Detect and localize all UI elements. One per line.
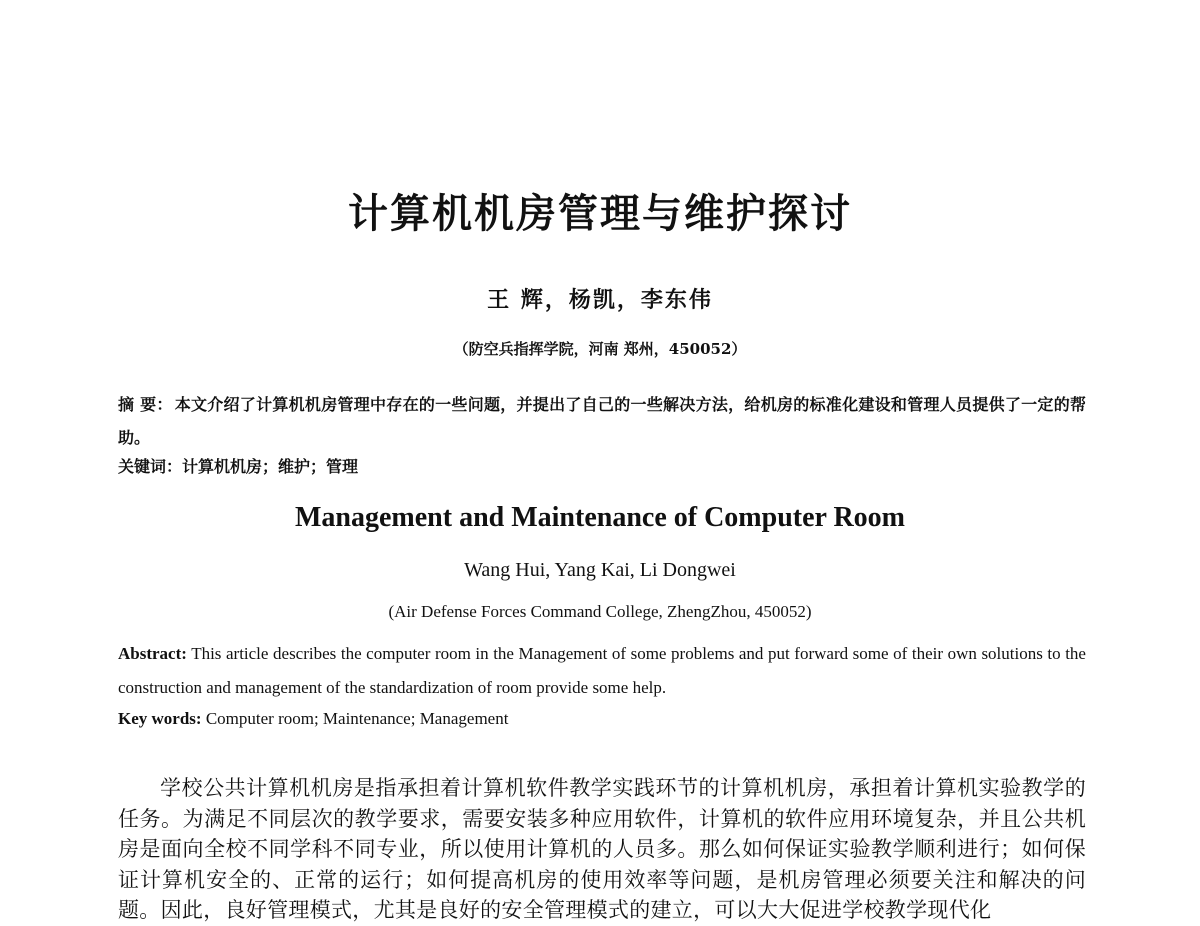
chinese-abstract [118, 388, 1086, 454]
english-keywords-text: Computer room; Maintenance; Management [205, 709, 509, 728]
english-authors: Wang Hui, Yang Kai, Li Dongwei [464, 559, 736, 581]
chinese-abstract-text: 本文介绍了计算机机房管理中存在的一些问题，并提出了自己的一些解决方法，给机房的标准化建设和管理人员提供了一定的帮助。 [118, 395, 1086, 447]
english-abstract-text: This article describes the computer room in the Management of some problems and put forward some of their own solutions to the construction and management of the standardization of room provide some help. [118, 644, 1086, 697]
chinese-keywords-label: 关键词： [118, 457, 183, 476]
english-keywords-label: Key words: [118, 709, 202, 728]
chinese-affiliation: （防空兵指挥学院，河南 郑州，450052） [453, 340, 747, 358]
english-keywords [118, 706, 1086, 732]
english-abstract-label: Abstract: [118, 644, 187, 663]
chinese-keywords-text: 计算机机房；维护；管理 [182, 457, 359, 476]
chinese-keywords [118, 454, 1086, 480]
english-abstract [118, 637, 1086, 705]
english-affiliation: (Air Defense Forces Command College, ZhengZhou, 450052) [388, 602, 812, 621]
chinese-abstract-label: 摘 要： [118, 395, 173, 414]
body-paragraph: 学校公共计算机机房是指承担着计算机软件教学实践环节的计算机机房，承担着计算机实验教学的任务。为满足不同层次的教学要求，需要安装多种应用软件，计算机的软件应用环境复杂，并且公共机房是面向全校不同学科不同专业，所以使用计算机的人员多。那么如何保证实验教学顺利进行；如何保证计算机安全的、正常的运行；如何提高机房的使用效率等问题，是机房管理必须要关注和解决的问题。因此，良好管理模式，尤其是良好的安全管理模式的建立，可以大大促进学校教学现代化 [118, 776, 1086, 922]
chinese-title: 计算机机房管理与维护探讨 [348, 191, 852, 237]
chinese-authors: 王 辉，杨凯，李东伟 [487, 287, 713, 313]
english-title: Management and Maintenance of Computer Room [295, 502, 905, 533]
